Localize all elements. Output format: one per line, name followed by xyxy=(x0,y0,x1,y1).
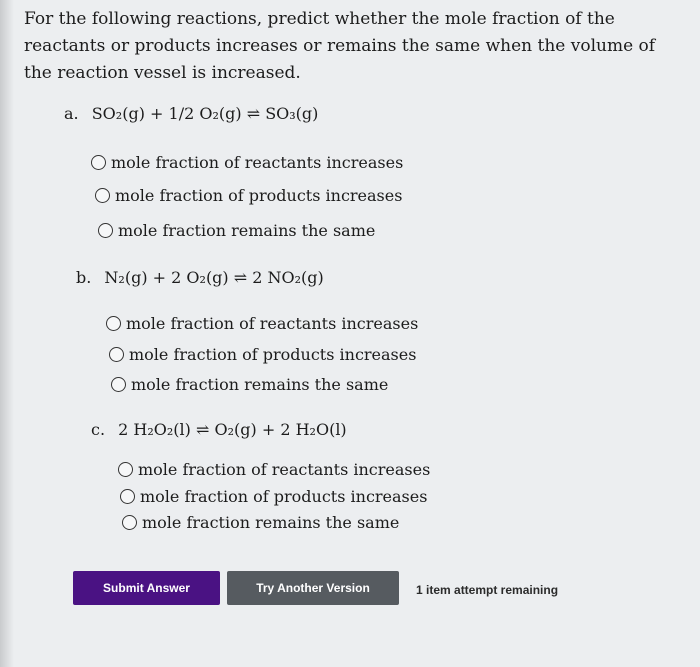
option-label: mole fraction of products increases xyxy=(129,345,417,364)
part-b-option-products[interactable] xyxy=(109,345,416,364)
radio-button-icon[interactable] xyxy=(91,155,106,170)
part-c-option-same[interactable] xyxy=(122,513,399,532)
option-label: mole fraction of reactants increases xyxy=(126,314,419,333)
radio-button-icon[interactable] xyxy=(118,462,133,477)
attempts-remaining-text: 1 item attempt remaining xyxy=(416,583,559,597)
part-b-equation: N₂(g) + 2 O₂(g) ⇌ 2 NO₂(g) xyxy=(104,268,324,287)
part-c-label: c. xyxy=(91,420,106,439)
part-c-equation: 2 H₂O₂(l) ⇌ O₂(g) + 2 H₂O(l) xyxy=(118,420,347,439)
part-c-option-products[interactable] xyxy=(120,487,427,506)
part-a-option-reactants[interactable] xyxy=(91,153,403,172)
radio-button-icon[interactable] xyxy=(120,489,135,504)
part-c-heading xyxy=(91,420,347,439)
part-a-heading xyxy=(64,104,318,123)
part-b-label: b. xyxy=(76,268,92,287)
radio-button-icon[interactable] xyxy=(106,316,121,331)
part-b-option-reactants[interactable] xyxy=(106,314,418,333)
option-label: mole fraction remains the same xyxy=(131,375,389,394)
radio-button-icon[interactable] xyxy=(122,515,137,530)
option-label: mole fraction remains the same xyxy=(118,221,376,240)
part-a-option-products[interactable] xyxy=(95,186,402,205)
try-another-version-button[interactable]: Try Another Version xyxy=(227,571,399,605)
photo-edge-shadow xyxy=(0,0,14,667)
option-label: mole fraction of reactants increases xyxy=(138,460,431,479)
part-a-option-same[interactable] xyxy=(98,221,375,240)
question-prompt: For the following reactions, predict whether the mole fraction of the reactants or products increases or remains the same when the volume of the reaction vessel is increased. xyxy=(24,9,656,83)
part-b-heading xyxy=(76,268,324,287)
part-b-option-same[interactable] xyxy=(111,375,388,394)
option-label: mole fraction of products increases xyxy=(115,186,403,205)
part-c-option-reactants[interactable] xyxy=(118,460,430,479)
radio-button-icon[interactable] xyxy=(98,223,113,238)
radio-button-icon[interactable] xyxy=(109,347,124,362)
part-a-equation: SO₂(g) + 1/2 O₂(g) ⇌ SO₃(g) xyxy=(91,104,319,123)
submit-answer-button[interactable]: Submit Answer xyxy=(73,571,220,605)
radio-button-icon[interactable] xyxy=(111,377,126,392)
radio-button-icon[interactable] xyxy=(95,188,110,203)
option-label: mole fraction of products increases xyxy=(140,487,428,506)
option-label: mole fraction of reactants increases xyxy=(111,153,404,172)
option-label: mole fraction remains the same xyxy=(142,513,400,532)
part-a-label: a. xyxy=(64,104,79,123)
